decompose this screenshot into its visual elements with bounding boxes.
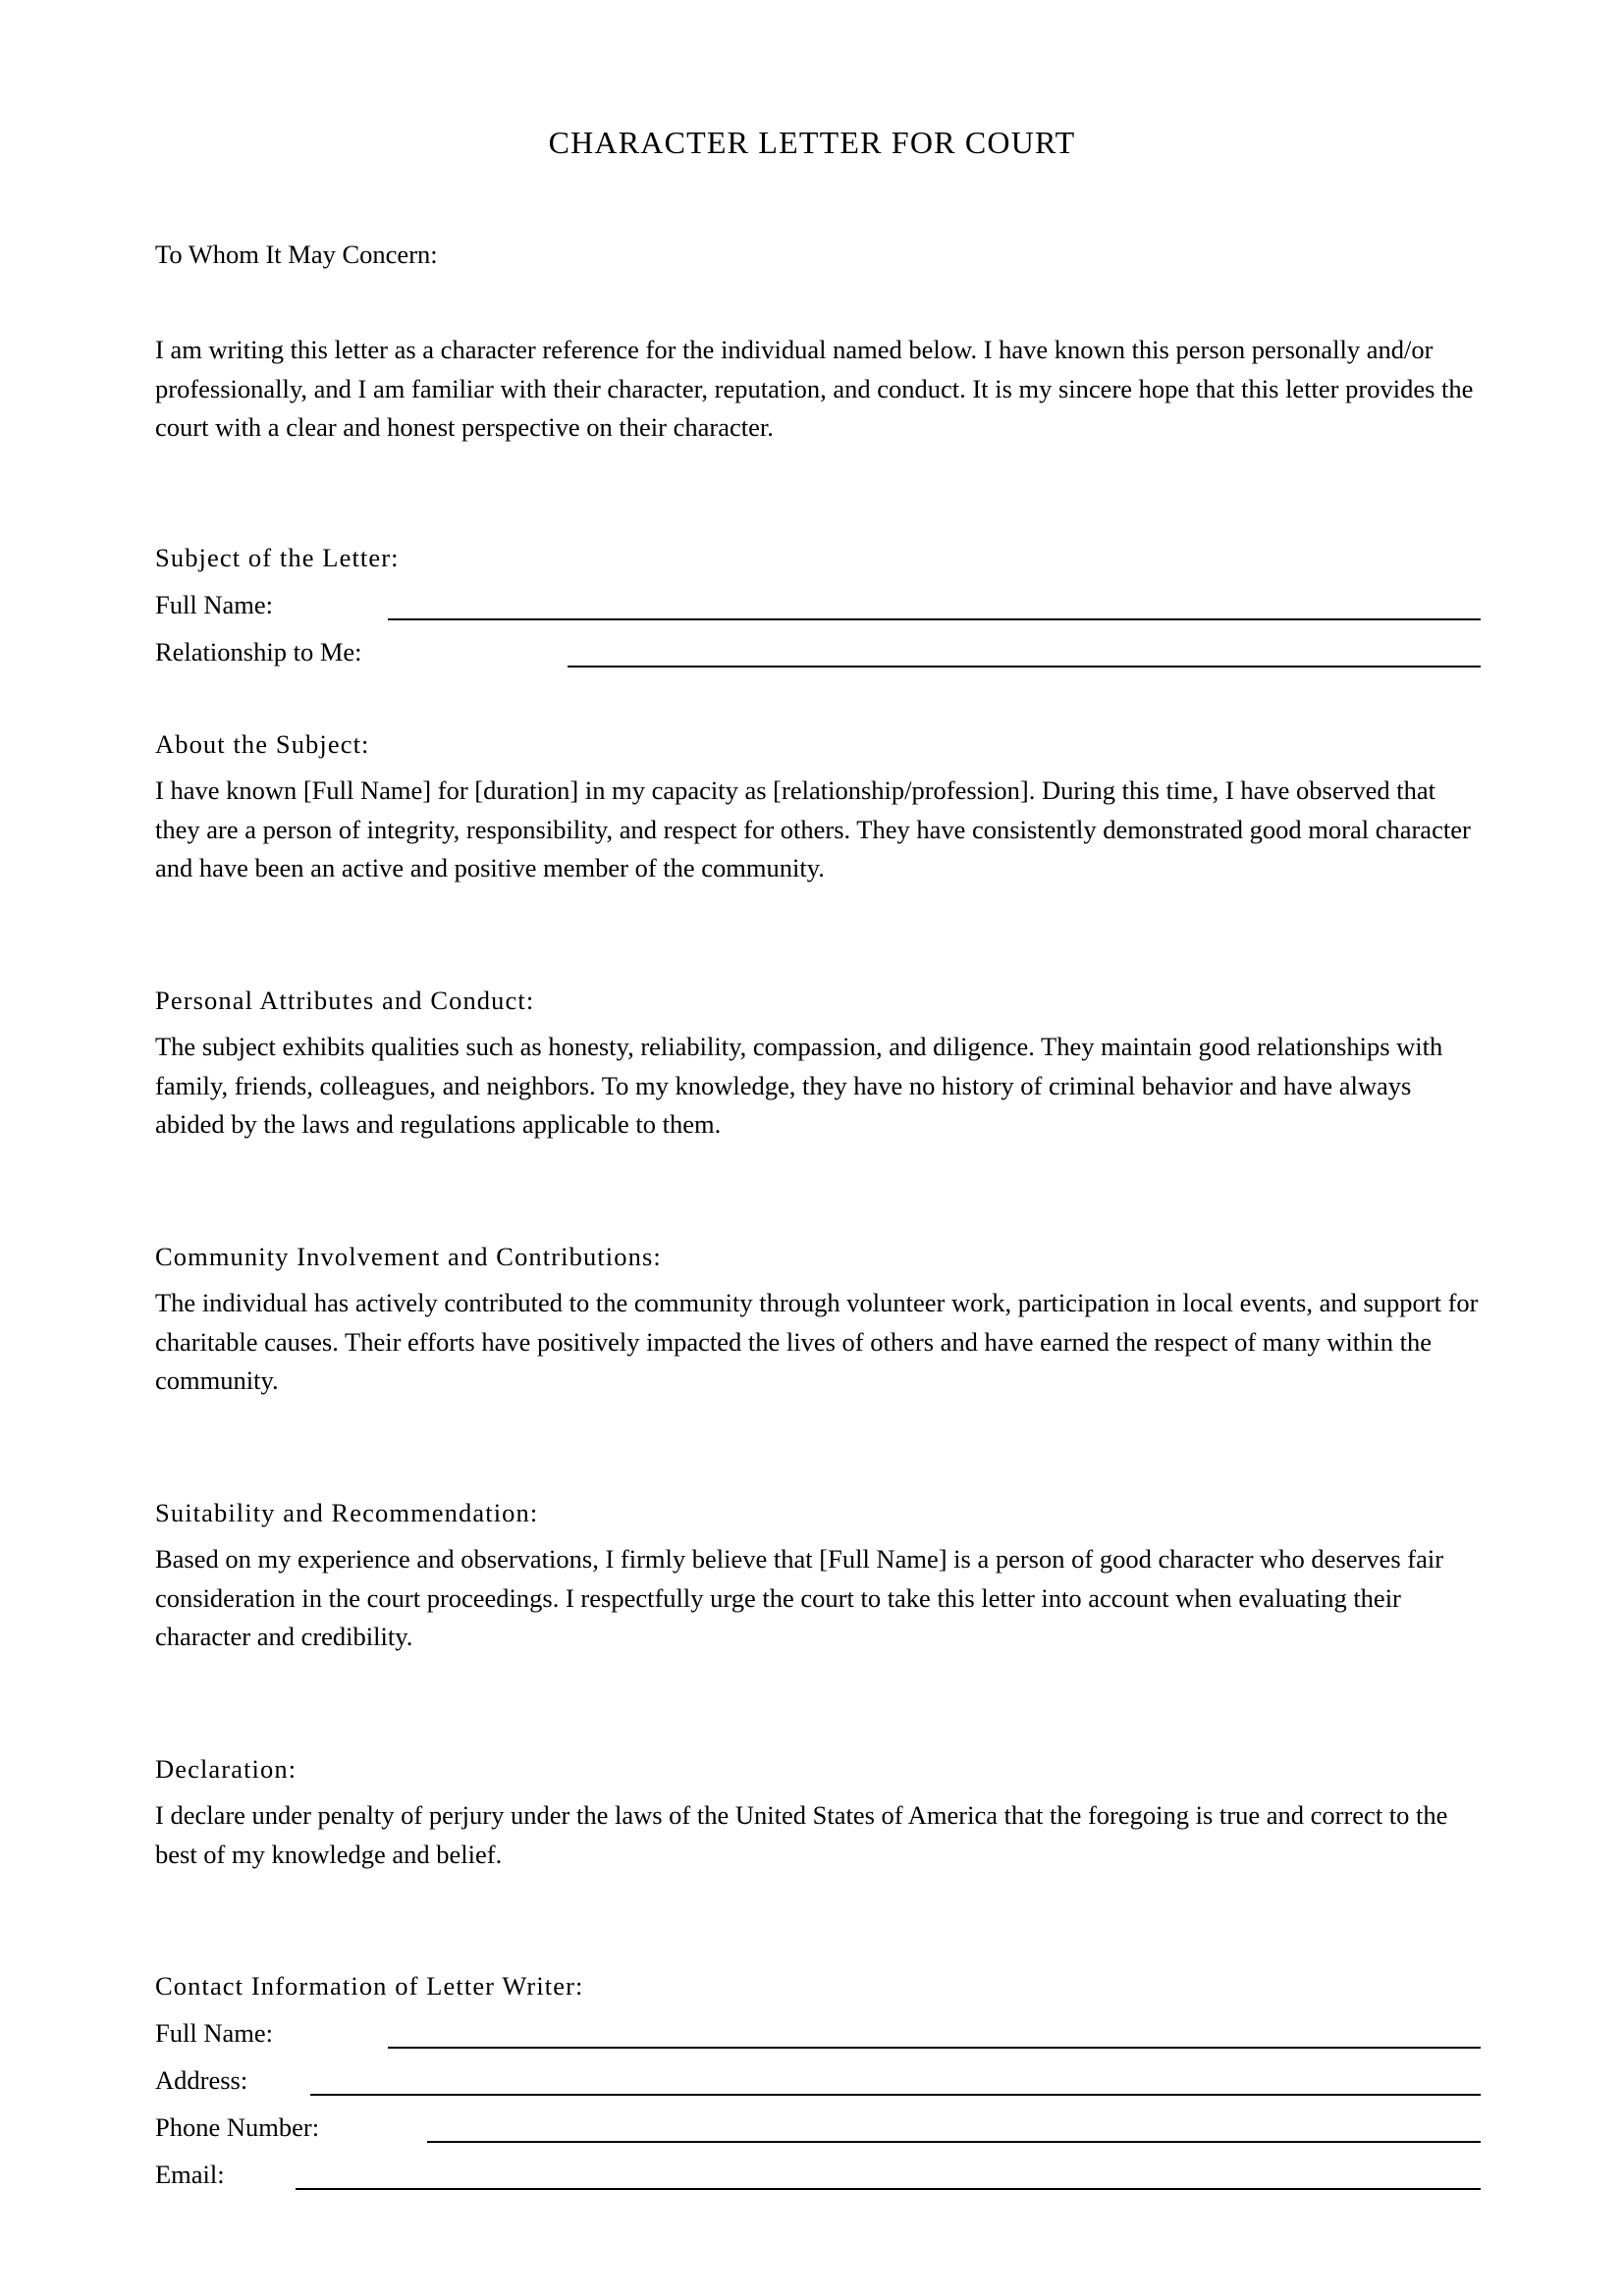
community-heading: Community Involvement and Contributions: bbox=[155, 1242, 662, 1271]
subject-full-name-field[interactable] bbox=[388, 618, 1481, 620]
salutation: To Whom It May Concern: bbox=[155, 240, 438, 269]
attributes-heading: Personal Attributes and Conduct: bbox=[155, 986, 535, 1015]
contact-address-field[interactable] bbox=[310, 2094, 1481, 2096]
subject-heading: Subject of the Letter: bbox=[155, 543, 400, 572]
declaration-body: I declare under penalty of perjury under the laws of the United States of America that the foregoing is true and correct to the best of my knowledge and belief. bbox=[155, 1800, 1448, 1869]
about-subject-body: I have known [Full Name] for [duration] in my capacity as [relationship/profession]. During this time, I have observed that they are a person of integrity, responsibility, and respect for others. They have consistently demonstrated good moral character and have been an active and positive member of the community. bbox=[155, 775, 1471, 882]
contact-full-name-label: Full Name: bbox=[155, 2018, 273, 2048]
contact-phone-field[interactable] bbox=[427, 2141, 1481, 2143]
about-subject-heading: About the Subject: bbox=[155, 729, 370, 759]
community-body: The individual has actively contributed to the community through volunteer work, participation in local events, and support for charitable causes. Their efforts have positively impacted the lives of others and have earned the respect of many within the community. bbox=[155, 1288, 1479, 1395]
contact-heading: Contact Information of Letter Writer: bbox=[155, 1971, 584, 2001]
contact-full-name-field[interactable] bbox=[388, 2047, 1481, 2049]
contact-address-label: Address: bbox=[155, 2065, 248, 2095]
contact-phone-label: Phone Number: bbox=[155, 2112, 320, 2142]
contact-email-label: Email: bbox=[155, 2160, 225, 2189]
attributes-body: The subject exhibits qualities such as honesty, reliability, compassion, and diligence. They maintain good relationships with family, friends, colleagues, and neighbors. To my knowledge, they have no history of criminal behavior and have always abided by the laws and regulations applicable to them. bbox=[155, 1032, 1443, 1139]
contact-email-field[interactable] bbox=[296, 2188, 1481, 2190]
recommendation-body: Based on my experience and observations, I firmly believe that [Full Name] is a person of good character who deserves fair consideration in the court proceedings. I respectfully urge the court to take this letter into account when evaluating their character and credibility. bbox=[155, 1544, 1444, 1651]
declaration-heading: Declaration: bbox=[155, 1754, 298, 1784]
recommendation-heading: Suitability and Recommendation: bbox=[155, 1498, 539, 1527]
subject-full-name-label: Full Name: bbox=[155, 590, 273, 619]
page-title: CHARACTER LETTER FOR COURT bbox=[548, 125, 1076, 160]
subject-relationship-label: Relationship to Me: bbox=[155, 637, 362, 667]
subject-relationship-field[interactable] bbox=[568, 666, 1481, 667]
intro-paragraph: I am writing this letter as a character reference for the individual named below. I have known this person personally and/or professionally, and I am familiar with their character, reputation, and conduct. It is my sincere hope that this letter provides the court with a clear and honest perspective on their character. bbox=[155, 335, 1474, 442]
